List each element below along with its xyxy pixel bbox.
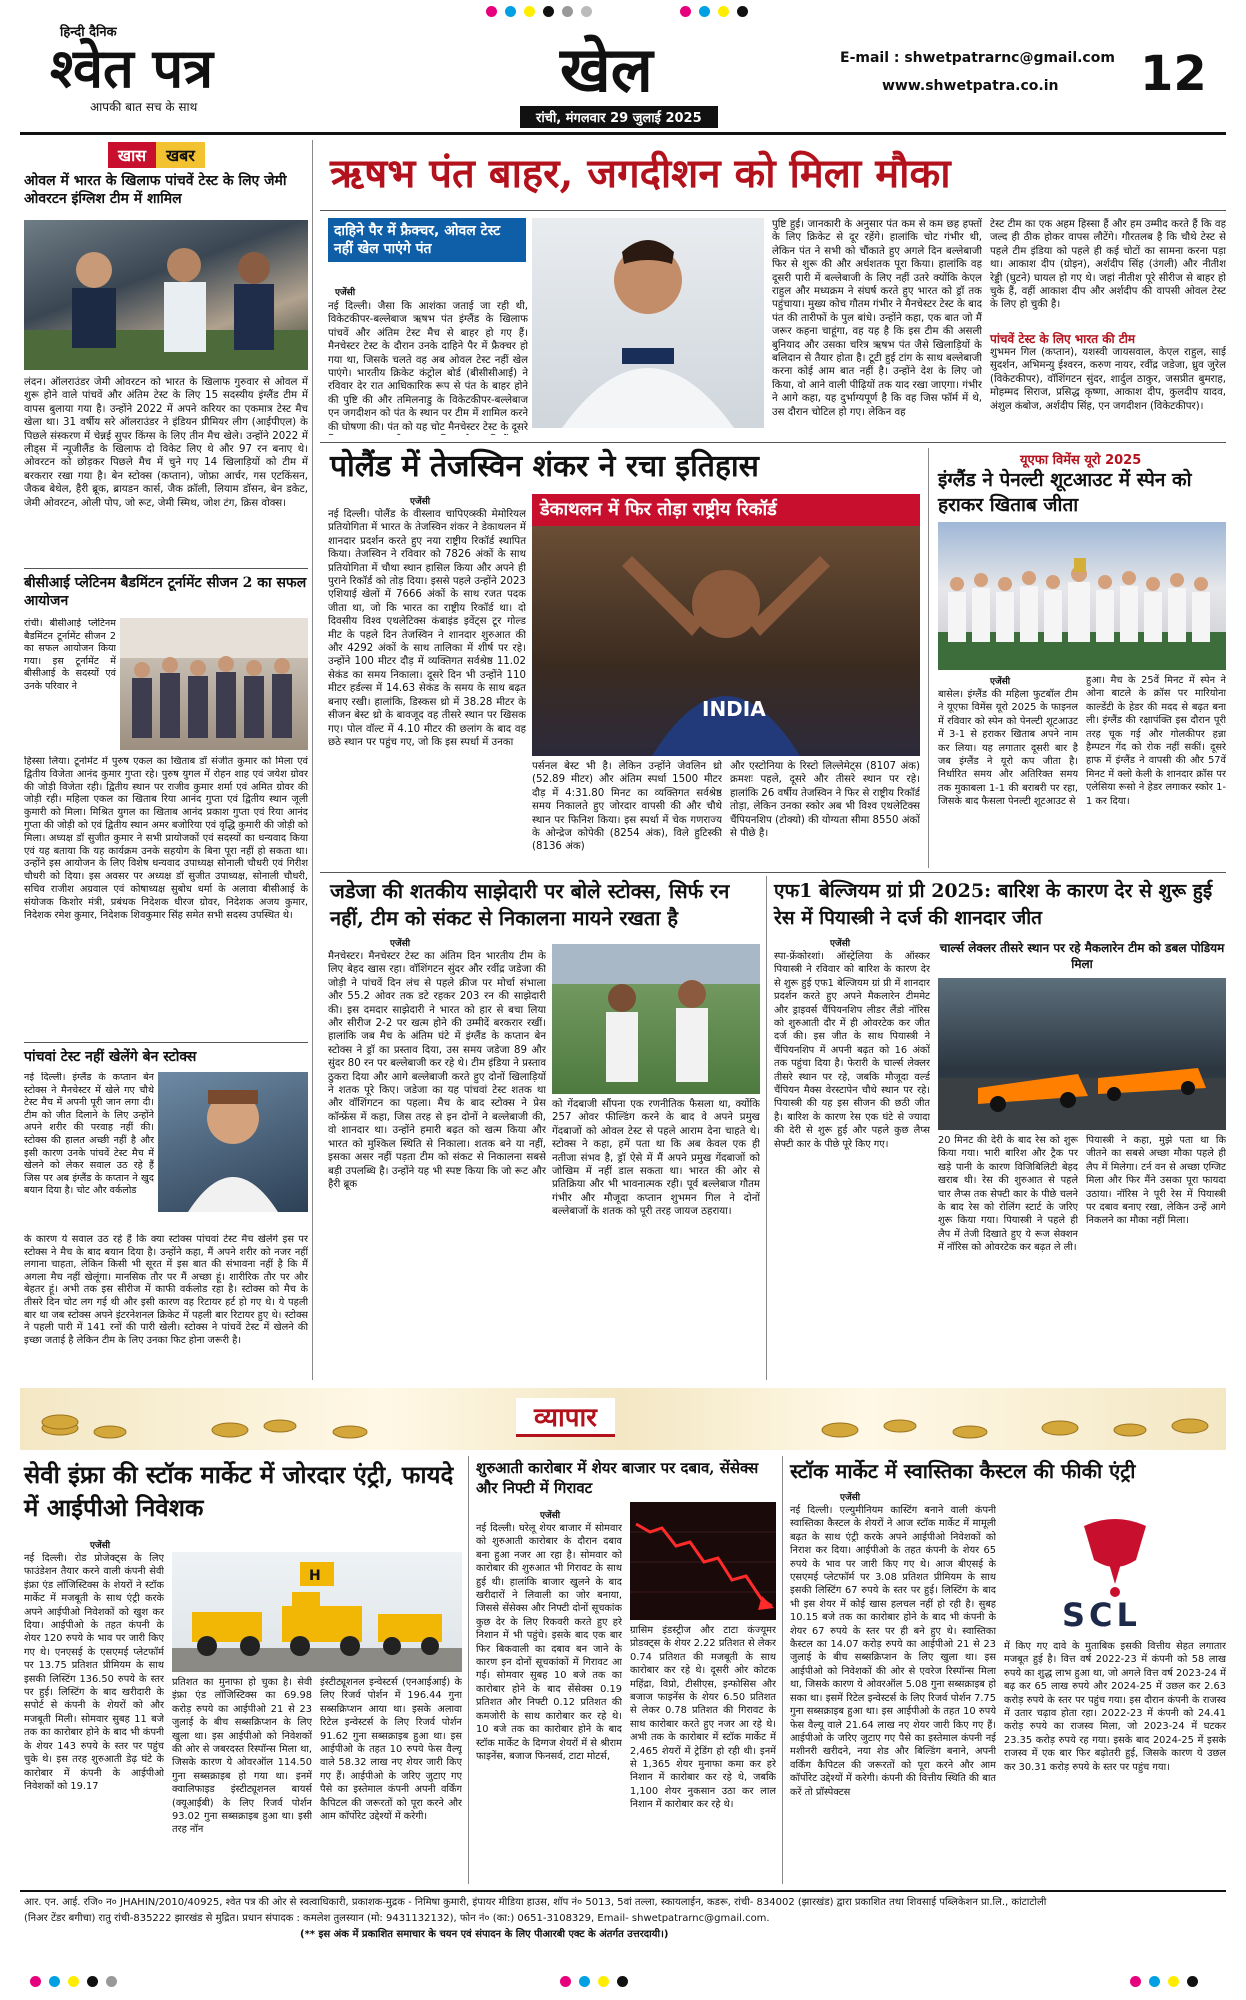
euro-tag: यूएफा विमेंस यूरो 2025 [1020,453,1142,468]
biz2-body-2: ग्रासिम इंडस्ट्रीज और टाटा कंज्यूमर प्रोडक्ट्स के शेयर 2.22 प्रतिशत से लेकर 0.74 प्रतिशत की मजबूती के साथ कारोबार कर रहे थे। दूसरी ओर कोटक महिंद्रा, विप्रो, टीसीएस, इन्फोसिस और बजाज फाइनेंस के शेयर 6.50 प्रतिशत से लेकर 0.78 प्रतिशत की गिरावट के साथ कारोबार करते हुए नजर आ रहे थे। अभी तक के कारोबार में स्टॉक मार्केट में 2,465 शेयरों में ट्रेडिंग हो रही थी। इनमें से 1,365 शेयर मुनाफा कमा कर हरे निशान में कारोबार कर रहे थे, जबकि 1,100 शेयर नुकसान उठा कर लाल निशान में कारोबार कर रहे थे। [630,1625,776,1811]
poland-headline: पोलैंड में तेजस्विन शंकर ने रचा इतिहास [330,449,759,484]
business-banner [20,1388,1226,1450]
lead-body-3: टेस्ट टीम का एक अहम हिस्सा हैं और हम उम्मीद करते हैं कि वह जल्द ही ठीक होकर वापस लौटेंगे। गौरतलब है कि चौथे टेस्ट से पहले टीम इंडिया को पहले ही कई चोटों का सामना करना पड़ा था। आकाश दीप (ग्रोइन), अर्शदीप सिंह (उंगली) और नीतीश रेड्डी (घुटने) घायल हो गए थे। जहां नीतीश पूरे सीरीज से बाहर हो चुके हैं, वहीं आकाश दीप और अर्शदीप की वापसी ओवल टेस्ट के लिए हो चुकी है। [990,219,1226,311]
f1-subheadline: चार्ल्स लेक्लर तीसरे स्थान पर रहे मैकलारेन टीम को डबल पोडियम मिला [939,941,1225,971]
falling-stock-chart-photo [630,1502,776,1620]
pant-photo [532,218,764,428]
f1-photo [938,978,1226,1130]
lead-rule-bottom [320,442,1226,443]
svg-text:INDIA: INDIA [702,697,766,721]
khas-label: खास [108,142,156,168]
jadeja-headline: जडेजा की शतकीय साझेदारी पर बोले स्टोक्स, सिर्फ रन नहीं, टीम को संकट से निकालना मायने रखता है [330,879,730,930]
khas-khabar-label [108,142,205,168]
euro-photo [938,522,1226,670]
col1-rule-1 [24,568,308,569]
column-divider-biz1 [468,1456,469,1884]
lead-body-1: नई दिल्ली। जैसा कि आशंका जताई जा रही थी, विकेटकीपर-बल्लेबाज ऋषभ पंत इंग्लैंड के खिलाफ पांचवें और अंतिम टेस्ट मैच से बाहर हो गए हैं। मैनचेस्टर टेस्ट के दौरान उनके दाहिने पैर में फ्रैक्चर हो गया था, जिसके चलते वह अब ओवल टेस्ट नहीं खेल पाएंगे। भारतीय क्रिकेट कंट्रोल बोर्ड (बीसीसीआई) ने रविवार देर रात आधिकारिक रूप से पंत के बाहर होने की पुष्टि की और तमिलनाडु के विकेटकीपर-बल्लेबाज एन जगदीशन को पंत के स्थान पर टीम में शामिल करने की घोषणा की। पंत को यह चोट मैनचेस्टर टेस्ट के दूसरे [328,301,528,433]
f1-body-2: 20 मिनट की देरी के बाद रेस को शुरू किया गया। भारी बारिश और ट्रैक पर खड़े पानी के कारण विजिबिलिटी बेहद खराब थी। रेस की शुरुआत से पहले चार लैप्स तक सेफ्टी कार के पीछे चलने के बाद रेस को रोलिंग स्टार्ट के जरिए शुरू किया गया। पियास्त्री ने पहले ही लैप में तेजी दिखाते हुए ये रूज सेक्शन में नॉरिस को ओवरटेक कर बढ़त ले ली। [938,1135,1078,1254]
dateline: रांची, मंगलवार 29 जुलाई 2025 [520,106,718,128]
batsmen-photo [552,944,760,1094]
euro-body-1: बासेल। इंग्लैंड की महिला फुटबॉल टीम ने यूएफा विमेंस यूरो 2025 के फाइनल में रविवार को स्पेन को पेनल्टी शूटआउट में 3-1 से हराकर खिताब अपने नाम कर लिया। यह लगातार दूसरी बार है जब इंग्लैंड ने यूरो कप जीता है। निर्धारित समय और अतिरिक्त समय तक मुकाबला 1-1 की बराबरी पर रहा, जिसके बाद फैसला पेनल्टी शूटआउट से [938,689,1078,808]
col1-story1-photo [24,220,308,370]
column-divider-euro [928,448,929,868]
col1-story3-headline: पांचवां टेस्ट नहीं खेलेंगे बेन स्टोक्स [24,1049,197,1065]
biz2-headline: शुरुआती कारोबार में शेयर बाजार पर दबाव, सेंसेक्स और निफ्टी में गिरावट [476,1459,759,1497]
khabar-label: खबर [156,142,205,168]
col1-story3-photo [158,1072,308,1212]
imprint-line-3: (** इस अंक में प्रकाशित समाचार के चयन एवं संपादन के लिए पीआरबी एक्ट के अंतर्गत उत्तरदायी।) [300,1929,669,1940]
registration-dots-bottom-center [560,1976,628,1987]
lead-body-2-col: पुष्टि हुई। जानकारी के अनुसार पंत कम से कम छह हफ्तों के लिए क्रिकेट से दूर रहेंगे। हालांकि चोट गंभीर थी, लेकिन पंत ने सभी को चौंकाते हुए अगले दिन बल्लेबाजी फिर से शुरू की और अर्धशतक पूरा किया। हालांकि वह दूसरी पारी में बल्लेबाजी के लिए नहीं उतरे क्योंकि केएल राहुल और मध्यक्रम ने संघर्ष करते हुए भारत को ड्रॉ तक पहुंचाया। मुख्य कोच गौतम गंभीर ने मैनचेस्टर टेस्ट के बाद पंत की तारीफों के पुल बांधे। उन्होंने कहा, एक बात जो मैं जरूर कहना चाहूंगा, वह यह है कि इस टीम की असली बुनियाद और उसका चरित्र ऋषभ पंत जैसे खिलाड़ियों के बलिदान से तैयार होता है। टूटी हुई टांग के साथ बल्लेबाजी करना कोई आम बात नहीं है। उन्होंने देश के लिए जो किया, वो आने वाली पीढ़ियों तक याद रखा जाएगा। गंभीर ने आगे कहा, यह दुर्भाग्यपूर्ण है कि वह जिस फॉर्म में थे, उस दौरान चोटिल हो गए। लेकिन वह [772,219,982,418]
cricketers-photo [24,220,308,370]
email-label: E-mail : shwetpatrarnc@gmail.com [840,50,1115,66]
poland-body-3: और एस्टोनिया के रिस्टो लिल्लेमेट्स (8107 अंक) क्रमशः पहले, दूसरे और तीसरे स्थान पर रहे। हालांकि 26 वर्षीय तेजस्विन ने फिर से राष्ट्रीय रिकॉर्ड तोड़ा, लेकिन उनका स्कोर अब भी विश्व एथलेटिक्स चैंपियनशिप (टोक्यो) की योग्यता सीमा 8550 अंकों से पीछे है। [730,761,920,840]
england-team-photo [938,522,1226,670]
registration-dots-bottom-left [30,1976,117,1987]
poland-body-2: पर्सनल बेस्ट भी है। लेकिन उन्होंने जेवलिन थ्रो (52.89 मीटर) और अंतिम स्पर्धा 1500 मीटर दौड़ में 4:31.80 मिनट का व्यक्तिगत सर्वश्रेष्ठ समय निकालते हुए जोरदार वापसी की और चौथे स्थान पर फिनिश किया। इस स्पर्धा में चेक गणराज्य के ओन्द्रेज कोपेकी (8254 अंक), विले हुटिस्की (8136 अंक) [532,761,722,853]
col1-story3-body-b: के कारण ये सवाल उठ रहे हैं कि क्या स्टोक्स पांचवां टेस्ट मैच खेलेंगे इस पर स्टोक्स ने मैच के बाद बयान दिया है। उन्होंने कहा, मैं अपने शरीर को नजर नहीं लगाना चाहता, लेकिन किसी भी सूरत में इस बात की संभावना नहीं है कि मैं अगला मैच नहीं खेलूंगा। मानसिक तौर पर मैं अच्छा हूं। शारीरिक तौर पर और बेहतर हूं। अभी तक इस सीरीज में काफी वर्कलोड रहा है। स्टोक्स को मैच के तीसरे दिन चोट लग गई थी और इसी कारण वह रिटायर हर्ट हो गए थे। ये पहली बार था जब स्टोक्स अपने इंटरनेशनल क्रिकेट में पहली बार रिटायर हुए थे। स्टोक्स ने पहली पारी में 141 रनों की पारी खेली। स्टोक्स ने पांचवें टेस्ट में खेलने की इच्छा जताई है लेकिन टीम के लिए उनका फिट होना जरूरी है। [24,1234,308,1346]
biz1-body-3: इंस्टीट्यूशनल इन्वेस्टर्स (एनआईआई) के लिए रिजर्व पोर्शन में 196.44 गुना सब्सक्रिप्शन आया था। इसके अलावा रिटेल इन्वेस्टर्स के लिए रिजर्व पोर्शन 91.62 गुना सब्सक्राइब हुआ था। इस आईपीओ के तहत 10 रुपये फेस वैल्यू वाले 58.32 लाख नए शेयर जारी किए गए हैं। आईपीओ के जरिए जुटाए गए पैसे का इस्तेमाल कंपनी अपनी वर्किंग कैपिटल की जरूरतों को पूरा करने और आम कॉर्पोरेट उद्देश्यों में करेगी। [320,1677,462,1823]
col1-story1-headline: ओवल में भारत के खिलाफ पांचवें टेस्ट के लिए जेमी ओवरटन इंग्लिश टीम में शामिल [24,173,287,207]
f1-agency: एजेंसी [830,939,851,949]
badminton-group-photo [120,618,308,750]
lead-team-body: शुभमन गिल (कप्तान), यशस्वी जायसवाल, केएल राहुल, साई सुदर्शन, अभिमन्यु ईश्वरन, करुण नायर, रवींद्र जडेजा, ध्रुव जुरेल (विकेटकीपर), वॉशिंगटन सुंदर, शार्दुल ठाकुर, जसप्रीत बुमराह, मोहम्मद सिराज, प्रसिद्ध कृष्णा, आकाश दीप, कुलदीप यादव, अंशुल कंबोज, अर्शदीप सिंह, एन जगदीशन (विकेटकीपर)। [990,347,1226,412]
f1-body-1: स्पा-फ्रेंकोरशां। ऑस्ट्रेलिया के ऑस्कर पियास्त्री ने रविवार को बारिश के कारण देर से शुरू हुई एफ1 बेल्जियम ग्रां प्री में शानदार प्रदर्शन करते हुए अपने मैकलारेन टीममेट और ड्राइवर्स चैंपियनशिप लीडर लैंडो नॉरिस को शुरुआती दौर में ही ओवरटेक कर जीत दर्ज की। इस जीत के साथ पियास्त्री ने चैंपियनशिप में अपनी बढ़त को 16 अंकों तक पहुंचा दिया है। फेरारी के चार्ल्स लेक्लर तीसरे स्थान पर रहे, जबकि मौजूदा वर्ल्ड चैंपियन मैक्स वेरस्टापेन चौथे स्थान पर रहे। पियास्त्री की यह इस सीजन की छठी जीत है। बारिश के कारण रेस एक घंटे से ज्यादा की देरी से शुरू हुई और पहले कुछ लैप्स सेफ्टी कार के पीछे पूरे किए गए। [774,951,930,1150]
masthead [20,18,1226,128]
masthead-rule [20,132,1226,135]
poland-agency: एजेंसी [410,497,431,507]
column-divider-1 [312,140,313,1380]
masthead-logo: श्वेत पत्र [50,36,214,100]
section-title: खेल [560,33,653,106]
biz3-headline: स्टॉक मार्केट में स्वास्तिका कैस्टल की फीकी एंट्री [790,1459,1136,1483]
biz2-body-1: नई दिल्ली। घरेलू शेयर बाजार में सोमवार को शुरुआती कारोबार के दौरान दबाव बना हुआ नजर आ रहा है। सोमवार को कारोबार की शुरुआत भी गिरावट के साथ हुई थी। हालांकि बाजार खुलने के बाद खरीदारों ने लिवाली का जोर बनाया, जिससे सेंसेक्स और निफ्टी दोनों सूचकांक कुछ देर के लिए रिकवरी करते हुए हरे निशान में भी पहुंचे। इसके बाद एक बार फिर बिकवाली का दबाव बन जाने के कारण इन दोनों सूचकांकों में गिरावट आ गई। सोमवार सुबह 10 बजे तक का कारोबार होने के बाद सेंसेक्स 0.19 प्रतिशत और निफ्टी 0.12 प्रतिशत की कमजोरी के साथ कारोबार कर रहे थे। 10 बजे तक का कारोबार होने के बाद स्टॉक मार्केट के दिग्गज शेयरों में से श्रीराम फाइनेंस, बजाज फिनसर्व, टाटा मोटर्स, [476,1523,622,1762]
coins-decoration [20,1388,1226,1450]
vyapar-label: व्यापार [516,1398,615,1437]
column-divider-f1 [766,876,767,1380]
imprint-line-2: (निअर टेंडर बगीचा) रातु रांची-835222 झारखंड से मुद्रित। प्रधान संपादक : कमलेश तुलस्यान (मो: 9431132132), फोन नं० (का:) 0651-3108329, Email- shwetpatrarnc@gmail.com. [24,1913,770,1924]
jadeja-body-2: को गेंदबाजी सौंपना एक रणनीतिक फैसला था, क्योंकि 257 ओवर फील्डिंग करने के बाद वे अपने प्रमुख गेंदबाजों को ओवल टेस्ट से पहले आराम देना चाहते थे। स्टोक्स ने कहा, हमें पता था कि अब केवल एक ही नतीजा संभव है, ड्रॉ ऐसे में मैं अपने प्रमुख गेंदबाजों को जोखिम में नहीं डाल सकता था। भारत की ओर से प्रतिक्रिया और भी भावनात्मक रही। पूर्व बल्लेबाज गौतम गंभीर और मौजूदा कप्तान शुभमन गिल ने दोनों बल्लेबाजों के शतक को पूरी तरह जायज ठहराया। [552,1099,760,1218]
construction-machinery-photo [172,1552,462,1672]
registration-dots-top-left [486,6,592,17]
lead-agency: एजेंसी [335,288,356,298]
mclaren-cars-photo [938,978,1226,1130]
col1-story2-headline: बीसीआई प्लेटिनम बैडमिंटन टूर्नामेंट सीजन 2 का सफल आयोजन [24,575,307,609]
registration-dots-bottom-right [1130,1976,1198,1987]
biz2-photo [630,1502,776,1620]
biz3-logo [1004,1504,1226,1636]
euro-body-2: हुआ। मैच के 25वें मिनट में स्पेन ने ओना बाटले के क्रॉस पर मारियोना काल्डेंटी के हेडर की मदद से बढ़त बना ली। इंग्लैंड की रक्षापंक्ति इस दौरान पूरी तरह चूक गई और गोलकीपर हन्ना हैम्पटन गेंद को रोक नहीं सकीं। दूसरे हाफ में इंग्लैंड ने वापसी की और 57वें मिनट में क्लो केली के शानदार क्रॉस पर एलेसिया रूसो ने हेडर लगाकर स्कोर 1-1 कर दिया। [1086,675,1226,807]
f1-headline: एफ1 बेल्जियम ग्रां प्री 2025: बारिश के कारण देर से शुरू हुई रेस में पियास्त्री ने दर्ज की शानदार जीत [774,880,1213,929]
biz1-body-1: नई दिल्ली। रोड प्रोजेक्ट्स के लिए फाउंडेशन तैयार करने वाली कंपनी सेवी इंफ्रा एंड लॉजिस्टिक्स के शेयरों ने स्टॉक मार्केट में मजबूती के साथ एंट्री करके अपने आईपीओ निवेशकों को खुश कर दिया। आईपीओ के तहत कंपनी के शेयर 120 रुपये के भाव पर जारी किए गए थे। एनएसई के एसएमई प्लेटफॉर्म पर 13.75 प्रतिशत प्रीमियम के साथ इसकी लिस्टिंग 136.50 रुपये के स्तर पर हुई। लिस्टिंग के बाद खरीदारी के सपोर्ट से कंपनी के शेयरों को और मजबूती मिली। सोमवार सुबह 11 बजे तक का कारोबार होने के बाद भी कंपनी के शेयर 143 रुपये के स्तर पर पहुंच चुके थे। इस तरह शुरुआती डेढ़ घंटे के कारोबार में कंपनी के आईपीओ निवेशकों को 19.17 [24,1553,164,1792]
col1-story2-body-b: हिस्सा लिया। टूर्नामेंट में पुरुष एकल का खिताब डॉ संजीत कुमार को मिला एवं द्वितीय विजेता आनंद कुमार गुप्ता रहे। पुरुष युगल में रोहन शाह एवं जयेश ग्रोवर की जोड़ी विजेता रही। द्वितीय स्थान पर राजीव कुमार शर्मा एवं अमित ग्रोवर की जोड़ी रही। महिला एकल का खिताब रिया आनंद गुप्ता एवं द्वितीय स्थान जूली कुमारी को मिला। मिश्रित युगल का खिताब आनंद प्रकाश गुप्ता एवं रिया आनंद गुप्ता की जोड़ी को एवं द्वितीय स्थान अमर बजोरिया एवं वृद्धि कुमारी की जोड़ी को मिला। अध्यक्ष डॉ सुजीत कुमार ने सभी प्रायोजकों एवं सदस्यों का धन्यवाद किया एवं यह बताया कि यह कार्यक्रम उनके सहयोग के बिना पूरा नहीं हो सकता था। उन्होंने इस आयोजन के लिए विशेष धन्यवाद उपाध्यक्ष सोनाली चौधरी एवं गिरीश चौधरी को दिया। इस अवसर पर अध्यक्ष डॉ सुजीत उपाध्यक्ष, सोनाली चौधरी, सचिव राजीश अग्रवाल एवं कोषाध्यक्ष सुबोध धर्मा के अलावा बीसीआई के संयोजक किशोर मंत्री, प्रबंधक निदेशक धीरज ग्रोवर, निदेशक अजय कुमार, निदेशक रमेश कुमार, निदेशक शिवकुमार सिंह समेत सभी सदस्य उपस्थित थे। [24,756,308,921]
poland-photo [532,526,920,756]
svg-text:H: H [309,1568,321,1584]
col1-rule-2 [24,1042,308,1043]
stokes-photo [158,1072,308,1212]
registration-dots-top-right [680,6,748,17]
biz3-body-2: में किए गए दावे के मुताबिक इसकी वित्तीय सेहत लगातार मजबूत हुई है। वित्त वर्ष 2022-23 में कंपनी को 58 लाख रुपये का शुद्ध लाभ हुआ था, जो अगले वित्त वर्ष 2023-24 में बढ़ कर 65 लाख रुपये और 2024-25 में उछल कर 2.63 करोड़ रुपये के स्तर पर पहुंच गया। इस दौरान कंपनी के राजस्व में उतार चढ़ाव होता रहा। 2022-23 में कंपनी को 24.41 करोड़ रुपये का राजस्व मिला, जो 2023-24 में घटकर 23.35 करोड़ रुपये रह गया। इसके बाद 2024-25 में इसके राजस्व में एक बार फिर बढ़ोतरी हुई, जिसके कारण ये उछल कर 30.31 करोड़ रुपये के स्तर पर पहुंच गया। [1004,1641,1226,1773]
lead-headline: ऋषभ पंत बाहर, जगदीशन को मिला मौका [330,150,951,197]
biz1-photo [172,1552,462,1672]
footer-rule [20,1890,1226,1892]
masthead-slogan: आपकी बात सच के साथ [90,100,198,114]
jadeja-photo [552,944,760,1094]
lead-subheadline: दाहिने पैर में फ्रैक्चर, ओवल टेस्ट नहीं खेल पाएंगे पंत [328,218,526,262]
biz1-agency: एजेंसी [90,1541,111,1551]
biz1-body-2: प्रतिशत का मुनाफा हो चुका है। सेवी इंफ्रा एंड लॉजिस्टिक्स का 69.98 करोड़ रुपये का आईपीओ 21 से 23 जुलाई के बीच सब्सक्रिप्शन के लिए खुला था। इस आईपीओ को निवेशकों की ओर से जबरदस्त रिस्पॉन्स मिला था, जिसके कारण ये ओवरऑल 114.50 गुना सब्सक्राइब हो गया था। इनमें क्वालिफाइड इंस्टीट्यूशनल बायर्स (क्यूआईबी) के लिए रिजर्व पोर्शन 93.02 गुना सब्सक्राइब हुआ था। इसी तरह नॉन [172,1677,312,1836]
page-number: 12 [1140,46,1207,102]
poland-body-1: नई दिल्ली। पोलैंड के वीस्लाव चापिएव्स्की मेमोरियल प्रतियोगिता में भारत के तेजस्विन शंकर ने डेकाथलन में शानदार प्रदर्शन करते हुए नया राष्ट्रीय रिकॉर्ड स्थापित किया। तेजस्विन ने रविवार को 7826 अंकों के साथ प्रतियोगिता में चौथा स्थान हासिल किया और अपने ही पुराने रिकॉर्ड को तोड़ दिया। इससे पहले उन्होंने 2023 एशियाई खेलों में 7666 अंकों के साथ रजत पदक जीता था, जो कि भारत का राष्ट्रीय रिकॉर्ड था। दो दिवसीय विश्व एथलेटिक्स कंबाइंड इवेंट्स टूर गोल्ड मीट के पहले दिन तेजस्विन ने शानदार शुरुआत की और 4292 अंकों के साथ तालिका में शीर्ष पर रहे। उन्होंने 100 मीटर दौड़ में व्यक्तिगत सर्वश्रेष्ठ 11.02 सेकंड का समय निकाला। दूसरे दिन भी उन्होंने 110 मीटर हर्डल्स में 14.63 सेकंड के समय के साथ बढ़त बनाए रखी। हालांकि, डिस्कस थ्रो में 38.28 मीटर के सीजन बेस्ट थ्रो के बावजूद वह तीसरे स्थान पर खिसक गए। पोल वॉल्ट में 4.10 मीटर की छलांग के बाद वह छठे स्थान पर पहुंच गए, जो कि इस स्पर्धा में उनका [328,509,526,748]
tejaswin-photo [532,526,920,756]
website-label: www.shwetpatra.co.in [882,78,1059,94]
biz3-agency: एजेंसी [840,1493,861,1503]
euro-agency: एजेंसी [990,677,1011,687]
poland-photo-banner: डेकाथलन में फिर तोड़ा राष्ट्रीय रिकॉर्ड [532,494,920,526]
euro-headline: इंग्लैंड ने पेनल्टी शूटआउट में स्पेन को हराकर खिताब जीता [938,469,1192,516]
jadeja-body-1: मैनचेस्टर। मैनचेस्टर टेस्ट का अंतिम दिन भारतीय टीम के लिए बेहद खास रहा। वॉशिंगटन सुंदर और रवींद्र जडेजा की जोड़ी ने पांचवें दिन लंच से पहले क्रीज पर मोर्चा संभाला और 55.2 ओवर तक डटे रहकर 203 रन की साझेदारी की। इस दमदार साझेदारी ने भारत को हार से बचा लिया और सीरीज 2-2 पर खत्म होने की उम्मीदें बरकरार रखीं। हालांकि जब मैच के अंतिम घंटे में इंग्लैंड के कप्तान बेन स्टोक्स ने ड्रॉ का प्रस्ताव दिया, उस समय जडेजा 89 और सुंदर 80 रन पर बल्लेबाजी कर रहे थे। टीम इंडिया ने प्रस्ताव ठुकरा दिया और आगे बल्लेबाजी करते हुए दोनों खिलाड़ियों ने शतक पूरे किए। जडेजा का यह पांचवां टेस्ट शतक था और वॉशिंगटन का पहला। मैच के बाद स्टोक्स ने प्रेस कॉन्फ्रेंस में कहा, जिस तरह से इन दोनों ने बल्लेबाजी की, वो शानदार था। उन्होंने हमारी बढ़त को खत्म किया और भारत को मुश्किल स्थिति से निकाला। शतक बने या नहीं, इसका असर नहीं पड़ता टीम को संकट से निकालना सबसे बड़ी उपलब्धि है। उन्होंने यह भी स्पष्ट किया कि जो रूट और हैरी ब्रूक [328,951,546,1190]
col1-story2-photo [120,618,308,750]
lead-photo-pant [532,218,764,428]
middle-rule [320,872,1226,873]
column-divider-biz2 [782,1456,783,1884]
biz3-body-1: नई दिल्ली। एल्युमीनियम कास्टिंग बनाने वाली कंपनी स्वास्तिका कैस्टल के शेयरों ने आज स्टॉक मार्केट में मामूली बढ़त के साथ एंट्री करके अपने आईपीओ निवेशकों को निराश कर दिया। आईपीओ के तहत कंपनी के शेयर 65 रुपये के भाव पर जारी किए गए थे। आज बीएसई के एसएमई प्लेटफॉर्म पर 3.08 प्रतिशत प्रीमियम के साथ इसकी लिस्टिंग 67 रुपये के स्तर पर हुई। लिस्टिंग के बाद भी इस शेयर में कोई खास हलचल नहीं हो रही है। सुबह 10.15 बजे तक का कारोबार होने के बाद भी कंपनी के शेयर 67 रुपये के स्तर पर ही बने हुए थे। स्वास्तिका कैस्टल का 14.07 करोड़ रुपये का आईपीओ 21 से 23 जुलाई के बीच सब्सक्रिप्शन के लिए खुला था। इस आईपीओ को निवेशकों की ओर से एवरेज रिस्पॉन्स मिला था, जिसके कारण ये ओवरऑल 5.08 गुना सब्सक्राइब हो सका था। इसमें रिटेल इन्वेस्टर्स के लिए रिजर्व पोर्शन 7.75 गुना सब्सक्राइब हुआ था। इस आईपीओ के तहत 10 रुपये फेस वैल्यू वाले 21.64 लाख नए शेयर जारी किए गए हैं। आईपीओ के जरिए जुटाए गए पैसे का इस्तेमाल कंपनी नई मशीनरी खरीदने, नया शेड और बिल्डिंग बनाने, अपनी वर्किंग कैपिटल की जरूरतों को पूरा करने और आम कॉर्पोरेट उद्देश्यों में करेगी। कंपनी की वित्तीय स्थिति की बात करें तो प्रॉस्पेक्टस [790,1505,996,1798]
jadeja-agency: एजेंसी [390,939,411,949]
col1-story3-body-a: नई दिल्ली। इंग्लैंड के कप्तान बेन स्टोक्स ने मैनचेस्टर में खेले गए चौथे टेस्ट मैच में अपनी पूरी जान लगा दी। टीम को जीत दिलाने के लिए उन्होंने अपने शरीर की परवाह नहीं की। स्टोक्स की हालत अच्छी नहीं है और इसी कारण उनके पांचवें टेस्ट मैच में खेलने को लेकर सवाल उठ रहे हैं जिस पर अब इंग्लैंड के कप्तान ने खुद बयान दिया है। चोट और वर्कलोड [24,1072,154,1197]
scl-logo-text: SCL [1062,1596,1141,1634]
biz2-agency: एजेंसी [540,1511,561,1521]
lead-rule-top [320,210,1226,211]
masthead-tagline: हिन्दी दैनिक [60,25,117,40]
col1-story1-body: लंदन। ऑलराउंडर जेमी ओवरटन को भारत के खिलाफ गुरुवार से ओवल में शुरू होने वाले पांचवें और अंतिम टेस्ट के लिए 15 सदस्यीय इंग्लैंड टीम में वापस बुलाया गया है। उन्होंने 2022 में अपने करियर का एकमात्र टेस्ट मैच खेला था। 31 वर्षीय सरे ऑलराउंडर ने इंडियन प्रीमियर लीग (आईपीएल) के पिछले संस्करण में चेन्नई सुपर किंग्स के लिए तीन मैच खेले। उन्होंने 2022 में लीड्स में न्यूजीलैंड के खिलाफ दो विकेट लिए थे और 97 रन बनाए थे। ओवरटन को छोड़कर पिछले मैच में चुने गए 14 खिलाड़ियों को टीम में बरकरार रखा गया है। बेन स्टोक्स (कप्तान), जोफ्रा आर्चर, गस एटकिंसन, जैकब बेथेल, हैरी ब्रूक, ब्रायडन कार्स, जैक क्रॉली, लियाम डॉसन, बेन डकेट, जेमी ओवरटन, ओली पोप, जो रूट, जेमी स्मिथ, जोश टंग, क्रिस वोक्स। [24,377,308,509]
col1-story2-body-a: रांची। बीसीआई प्लेटिनम बैडमिंटन टूर्नामेंट सीजन 2 का सफल आयोजन किया गया। इस टूर्नामेंट में बीसीआई के सदस्यों एवं उनके परिवार ने [24,618,116,692]
lead-team-heading: पांचवें टेस्ट के लिए भारत की टीम [990,332,1136,346]
imprint-line-1: आर. एन. आई. रजि० न० JHAHIN/2010/40925, श्वेत पत्र की ओर से स्वत्वाधिकारी, प्रकाशक-मुद्रक - निमिषा कुमारी, इंपायर मीडिया हाउस, शॉप नं० 5013, 5वां तल्ला, स्कायलाईन, कडरू, रांची- 834002 (झारखंड) द्वारा प्रकाशित तथा शिवसाई पब्लिकेशन प्रा.लि., कांटाटोली [24,1897,1047,1908]
f1-body-3: पियास्त्री ने कहा, मुझे पता था कि जीतने का सबसे अच्छा मौका पहले ही लैप में मिलेगा। टर्न वन से अच्छा एग्जिट मिला और फिर मैंने उसका पूरा फायदा उठाया। नॉरिस ने पूरी रेस में पियास्त्री पर दबाव बनाए रखा, लेकिन उन्हें आगे निकलने का मौका नहीं मिला। [1086,1135,1226,1227]
biz1-headline: सेवी इंफ्रा की स्टॉक मार्केट में जोरदार एंट्री, फायदे में आईपीओ निवेशक [24,1460,454,1522]
